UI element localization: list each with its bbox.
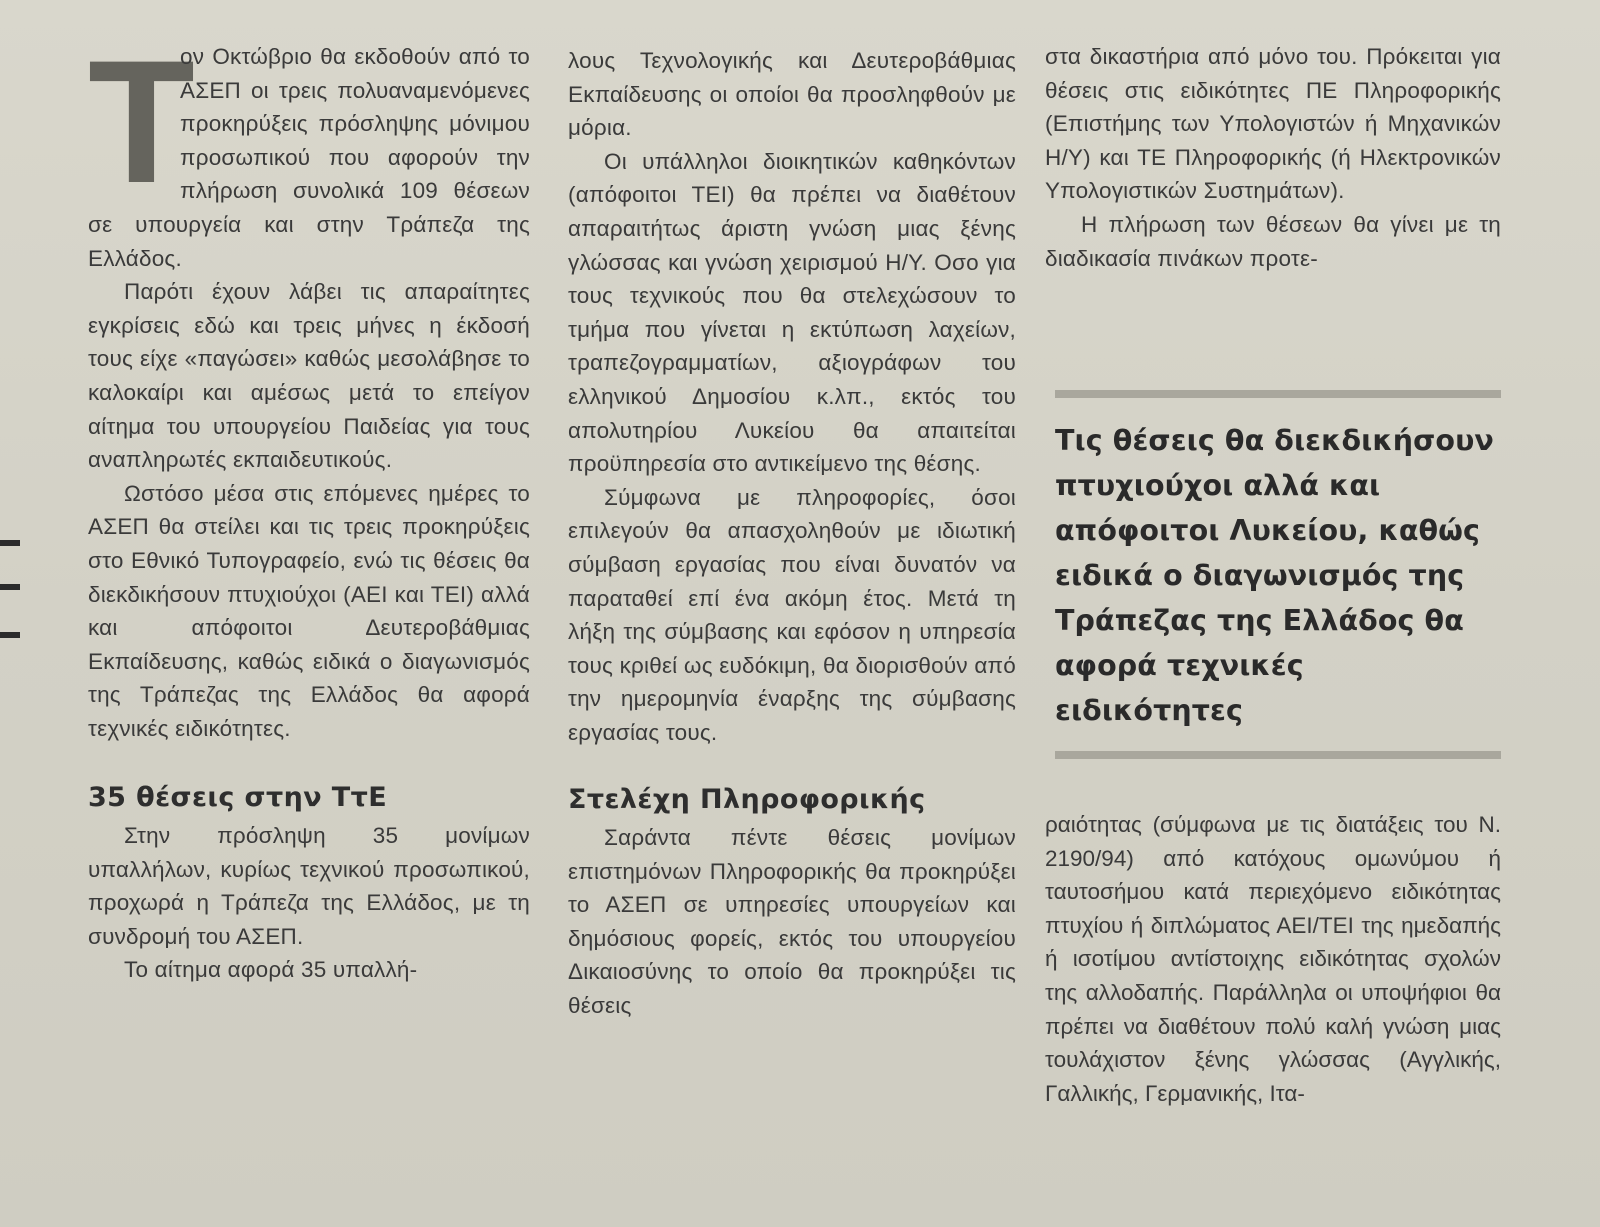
paragraph: λους Τεχνολογικής και Δευτεροβάθμιας Εκπαίδευσης οι οποίοι θα προσληφθούν με μόρια. (568, 48, 1016, 141)
edge-mark (0, 632, 20, 638)
paragraph: Το αίτημα αφορά 35 υπαλλή- (124, 957, 418, 983)
column-3 (1045, 40, 1501, 275)
column-1 (88, 25, 530, 987)
column-2 (568, 44, 1016, 1023)
paragraph: Οι υπάλληλοι διοικητικών καθηκόντων (απόφοιτοι ΤΕΙ) θα πρέπει να διαθέτουν απαραιτήτως άριστη γνώση μιας ξένης γλώσσας και γνώση χειρισμού Η/Υ. Οσο για τους τεχνικούς που θα στελεχώσουν το τμήμα που γίνεται η εκτύπωση λαχείων, τραπεζογραμματίων, αξιογράφων του ελληνικού Δημοσίου κ.λπ., εκτός του απολυτηρίου Λυκείου θα απαιτείται προϋπηρεσία στο αντικείμενο της θέσης. (568, 148, 1016, 477)
divider (1055, 751, 1501, 759)
paragraph: Σύμφωνα με πληροφορίες, όσοι επιλεγούν θα απασχοληθούν με ιδιωτική σύμβαση εργασίας που είναι δυνατόν να παραταθεί επί ένα ακόμη έτος. Μετά τη λήξη της σύμβασης και εφόσον η υπηρεσία τους κριθεί ως ευδόκιμη, θα διορισθούν από την ημερομηνία έναρξης της σύμβασης εργασίας τους. (568, 484, 1016, 745)
divider (1055, 390, 1501, 398)
paragraph: Ωστόσο μέσα στις επόμενες ημέρες το ΑΣΕΠ θα στείλει και τις τρεις προκηρύξεις στο Εθνικό Τυπογραφείο, ενώ τις θέσεις θα διεκδικήσουν πτυχιούχοι (ΑΕΙ και ΤΕΙ) αλλά και απόφοιτοι Δευτεροβάθμιας Εκπαίδευσης, καθώς ειδικά ο διαγωνισμός της Τράπεζας της Ελλάδος θα αφορά τεχνικές ειδικότητες. (88, 480, 530, 741)
paragraph: ραιότητας (σύμφωνα με τις διατάξεις του Ν. 2190/94) από κατόχους ομωνύμου ή ταυτοσήμου κατά περιεχόμενο ειδικότητας πτυχίου ή διπλώματος ΑΕΙ/ΤΕΙ της ημεδαπής ή ισοτίμου αντίστοιχης ειδικότητας σχολών της αλλοδαπής. Παράλληλα οι υποψήφιοι θα πρέπει να διαθέτουν πολύ καλή γνώση μιας τουλάχιστον ξένης γλώσσας (Αγγλικής, Γαλλικής, Γερμανικής, Ιτα- (1045, 812, 1501, 1106)
edge-mark (0, 540, 20, 546)
column-3-continued (1045, 808, 1501, 1110)
paragraph: στα δικαστήρια από μόνο του. Πρόκειται για θέσεις στις ειδικότητες ΠΕ Πληροφορικής (Επιστήμης των Υπολογιστών ή Μηχανικών Η/Υ) και ΤΕ Πληροφορικής (ή Ηλεκτρονικών Υπολογιστικών Συστημάτων). (1045, 44, 1501, 204)
paragraph: ον Οκτώβριο θα εκδοθούν από το ΑΣΕΠ οι τρεις πολυαναμενόμενες προκηρύξεις πρόσληψης μόνιμου προσωπικού που αφορούν την πλήρωση συνολικά 109 θέσεων σε υπουργεία και στην Τράπεζα της Ελλάδος. (88, 44, 530, 271)
paragraph: Παρότι έχουν λάβει τις απαραίτητες εγκρίσεις εδώ και τρεις μήνες η έκδοσή τους είχε «παγώσει» καθώς μεσολάβησε το καλοκαίρι και αμέσως μετά το επείγον αίτημα του υπουργείου Παιδείας για τους αναπληρωτές εκπαιδευτικούς. (88, 279, 530, 473)
drop-cap: Τ (88, 25, 196, 220)
pull-quote-text: Τις θέσεις θα διεκδικήσουν πτυχιούχοι αλλά και απόφοιτοι Λυκείου, καθώς ειδικά ο διαγωνισμός της Τράπεζας της Ελλάδος θα αφορά τεχνικές ειδικότητες (1055, 424, 1494, 727)
subheading-it-staff: Στελέχη Πληροφορικής (568, 784, 926, 816)
paragraph: Η πλήρωση των θέσεων θα γίνει με τη διαδικασία πινάκων προτε- (1045, 211, 1501, 271)
paragraph: Στην πρόσληψη 35 μονίμων υπαλλήλων, κυρίως τεχνικού προσωπικού, προχωρά η Τράπεζα της Ελλάδος, με τη συνδρομή του ΑΣΕΠ. (88, 823, 530, 949)
edge-mark (0, 584, 20, 590)
subheading-bank-of-greece: 35 θέσεις στην ΤτΕ (88, 782, 388, 814)
paragraph: Σαράντα πέντε θέσεις μονίμων επιστημόνων Πληροφορικής θα προκηρύξει το ΑΣΕΠ σε υπηρεσίες υπουργείων και δημόσιους φορείς, εκτός του υπουργείου Δικαιοσύνης το οποίο θα προκηρύξει τις θέσεις (568, 825, 1016, 1019)
pull-quote (1055, 390, 1501, 759)
